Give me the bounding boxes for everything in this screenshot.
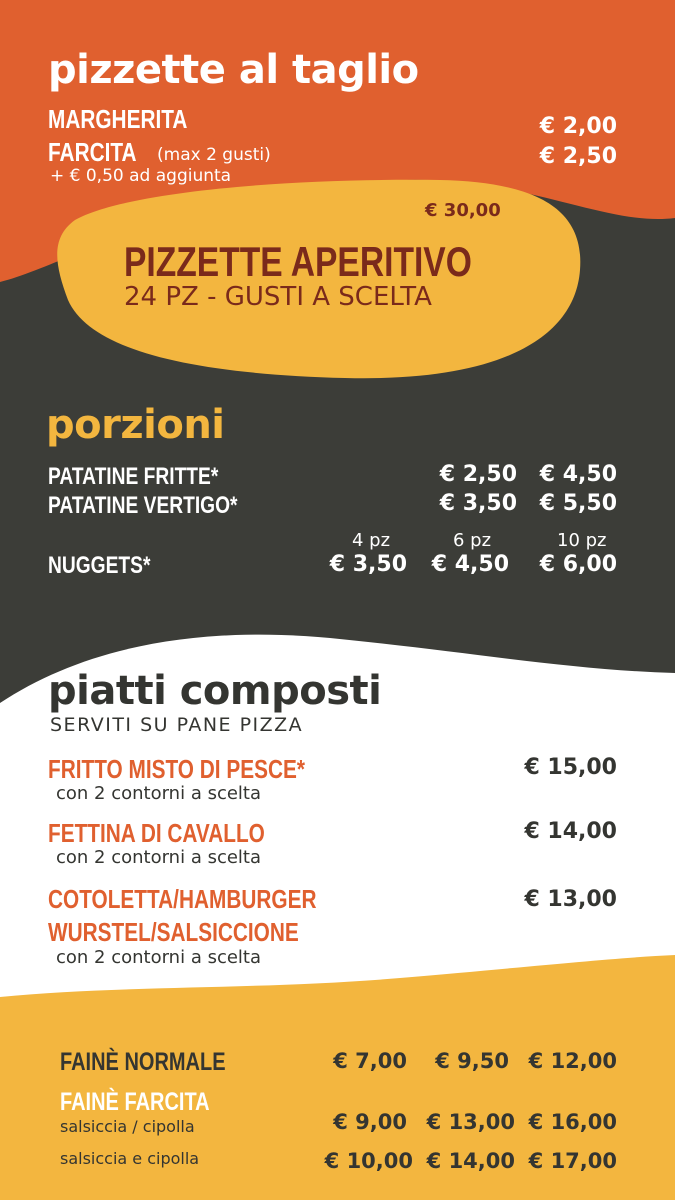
aperitivo-price: € 30,00 [425,200,501,221]
piatti-title: piatti composti [48,668,382,714]
fettina-cavallo-price: € 14,00 [524,819,617,844]
nuggets-price-6: € 4,50 [431,552,509,577]
piatti-subtitle: SERVITI SU PANE PIZZA [50,714,304,736]
patatine-fritte-price-large: € 4,50 [539,462,617,487]
faine-variant-1-price-3: € 16,00 [528,1110,617,1134]
farcita-note: (max 2 gusti) [157,145,271,165]
nuggets-name: NUGGETS* [48,552,151,579]
patatine-fritte-price-small: € 2,50 [439,462,517,487]
nuggets-price-10: € 6,00 [539,552,617,577]
farcita-price: € 2,50 [539,144,617,169]
pizzette-title: pizzette al taglio [48,47,419,93]
porzioni-title: porzioni [46,402,225,448]
faine-variant-2-name: salsiccia e cipolla [60,1149,200,1168]
aperitivo-subtitle: 24 PZ - GUSTI A SCELTA [124,282,432,312]
patatine-fritte-name: PATATINE FRITTE* [48,463,219,490]
fritto-misto-price: € 15,00 [524,755,617,780]
faine-normale-name: FAINÈ NORMALE [60,1048,226,1076]
faine-variant-2-price-3: € 17,00 [528,1149,617,1173]
patatine-vertigo-name: PATATINE VERTIGO* [48,492,238,519]
faine-variant-1-name: salsiccia / cipolla [60,1117,195,1136]
cotoletta-price: € 13,00 [524,887,617,912]
fritto-misto-name: FRITTO MISTO DI PESCE* [48,754,305,784]
nuggets-size-6: 6 pz [453,530,492,551]
margherita-name: MARGHERITA [48,104,188,134]
nuggets-price-4: € 3,50 [329,552,407,577]
cotoletta-name: COTOLETTA/HAMBURGER [48,884,317,914]
nuggets-size-4: 4 pz [352,530,391,551]
faine-normale-price-2: € 9,50 [435,1049,509,1073]
farcita-extra: + € 0,50 ad aggiunta [50,166,232,186]
patatine-vertigo-price-small: € 3,50 [439,491,517,516]
farcita-name: FARCITA [48,137,137,167]
faine-farcita-name: FAINÈ FARCITA [60,1088,210,1116]
nuggets-size-10: 10 pz [557,530,607,551]
faine-variant-1-price-1: € 9,00 [333,1110,407,1134]
fritto-misto-note: con 2 contorni a scelta [56,783,262,804]
faine-normale-price-1: € 7,00 [333,1049,407,1073]
faine-normale-price-3: € 12,00 [528,1049,617,1073]
aperitivo-title: PIZZETTE APERITIVO [124,238,472,285]
margherita-price: € 2,00 [539,114,617,139]
cotoletta-note: con 2 contorni a scelta [56,947,262,968]
fettina-cavallo-name: FETTINA DI CAVALLO [48,818,265,848]
patatine-vertigo-price-large: € 5,50 [539,491,617,516]
faine-variant-2-price-1: € 10,00 [324,1149,413,1173]
wurstel-name: WURSTEL/SALSICCIONE [48,917,299,947]
fettina-cavallo-note: con 2 contorni a scelta [56,847,262,868]
faine-variant-1-price-2: € 13,00 [426,1110,515,1134]
faine-variant-2-price-2: € 14,00 [426,1149,515,1173]
